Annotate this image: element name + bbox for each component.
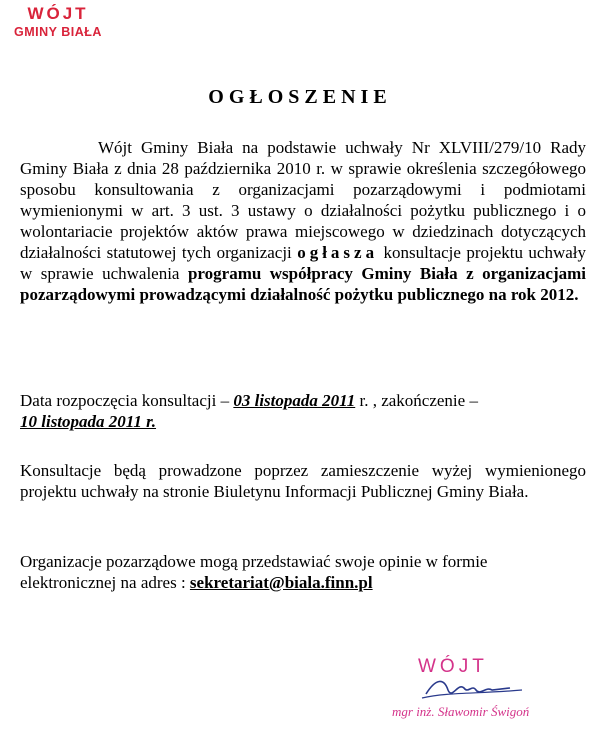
start-date: 03 listopada 2011 bbox=[233, 391, 356, 410]
announces-word: ogłasza bbox=[297, 243, 379, 262]
signature-stamp: WÓJT bbox=[418, 656, 488, 677]
program-title: programu współpracy Gminy Biała z organizacjami pozarządowymi prowadzącymi działalność pożytku publicznego na rok 2012. bbox=[20, 264, 586, 304]
announcement-text-2: konsultacje projektu uchwały w sprawie uchwalenia bbox=[20, 243, 587, 283]
start-date-label: Data rozpoczęcia konsultacji – bbox=[20, 391, 230, 410]
submission-text: Organizacje pozarządowe mogą przedstawiać swoje opinie w formie elektronicznej na adres : bbox=[20, 552, 488, 592]
page-title: OGŁOSZENIE bbox=[208, 86, 392, 108]
end-date-label: r. , zakończenie – bbox=[359, 391, 478, 410]
signatory-name: mgr inż. Sławomir Świgoń bbox=[392, 704, 530, 719]
consultation-dates bbox=[20, 390, 586, 432]
consultation-method: Konsultacje będą prowadzone poprzez zamieszczenie wyżej wymienionego projektu uchwały na stronie Biuletynu Informacji Publicznej Gminy Biała. bbox=[20, 461, 586, 501]
end-date: 10 listopada 2011 r. bbox=[20, 412, 157, 431]
handwritten-signature bbox=[418, 672, 528, 704]
announcement-text: Wójt Gminy Biała na podstawie uchwały Nr XLVIII/279/10 Rady Gminy Biała z dnia 28 października 2010 r. w sprawie określenia szczegółowego sposobu konsultowania z organizacjami pozarządowymi i podmiotami wymienionymi w art. 3 ust. 3 ustawy o działalności pożytku publicznego i o wolontariacie projektów aktów prawa miejscowego w dziedzinach dotyczących działalności statutowej tych organizacji bbox=[20, 138, 586, 262]
stamp-title: WÓJT bbox=[27, 4, 89, 23]
stamp-subtitle: GMINY BIAŁA bbox=[14, 25, 102, 39]
email-link[interactable]: sekretariat@biala.finn.pl bbox=[189, 573, 373, 592]
wojt-stamp bbox=[8, 4, 108, 40]
announcement-paragraph bbox=[20, 137, 586, 305]
opinion-submission bbox=[20, 551, 586, 593]
